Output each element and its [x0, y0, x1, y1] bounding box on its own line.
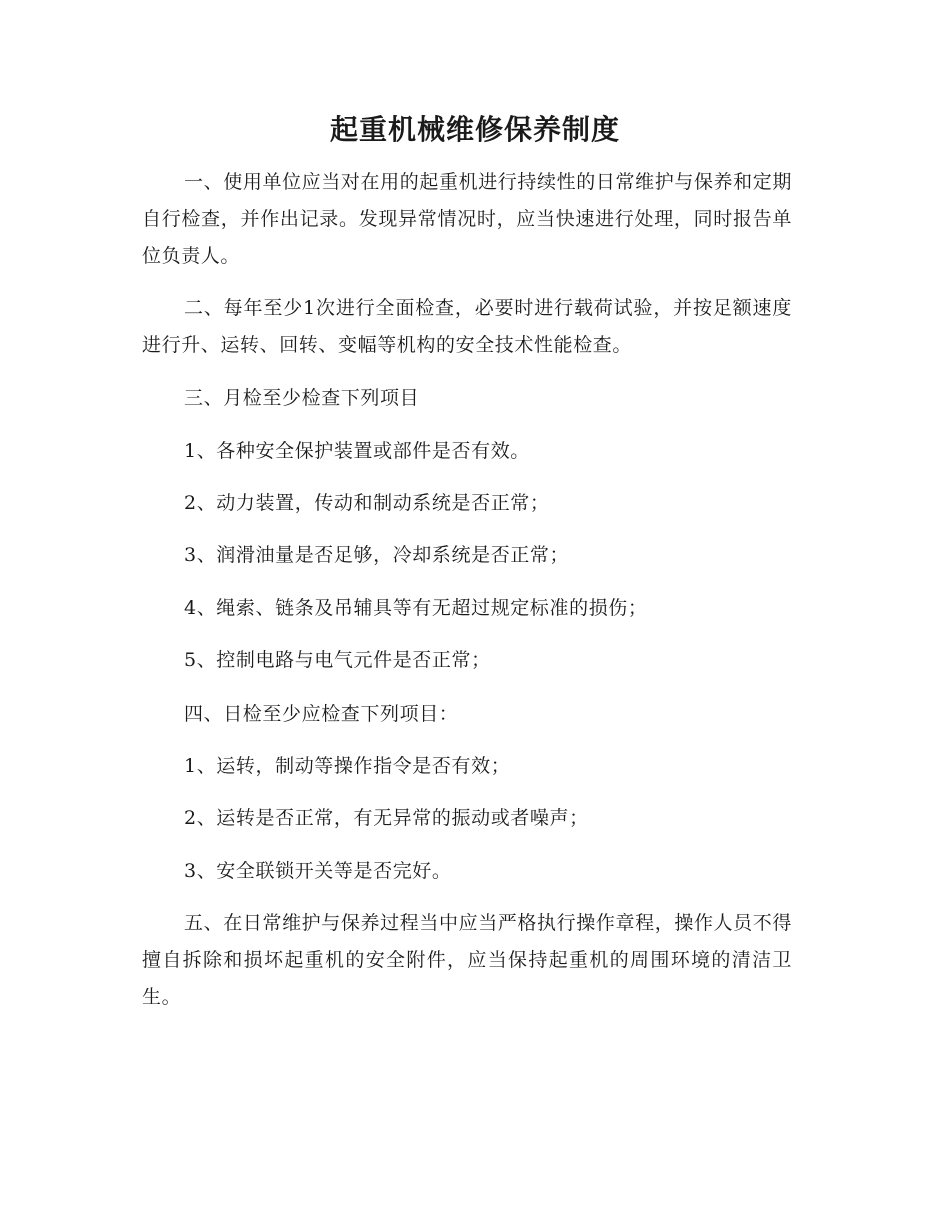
daily-check-item-2: 2、运转是否正常，有无异常的振动或者噪声； — [184, 807, 589, 829]
monthly-check-item-3: 3、润滑油量是否足够，冷却系统是否正常； — [184, 544, 570, 566]
document-title: 起重机械维修保养制度 — [329, 113, 620, 146]
paragraph-2: 二、每年至少1次进行全面检查，必要时进行载荷试验，并按足额速度进行升、运转、回转、变幅等机构的安全技术性能检查。 — [142, 297, 792, 356]
daily-check-item-3: 3、安全联锁开关等是否完好。 — [184, 860, 452, 882]
monthly-check-item-2: 2、动力装置，传动和制动系统是否正常； — [184, 492, 550, 514]
paragraph-1: 一、使用单位应当对在用的起重机进行持续性的日常维护与保养和定期自行检查，并作出记录。发现异常情况时，应当快速进行处理，同时报告单位负责人。 — [142, 171, 792, 267]
paragraph-5: 五、在日常维护与保养过程当中应当严格执行操作章程，操作人员不得擅自拆除和损坏起重机的安全附件，应当保持起重机的周围环境的清洁卫生。 — [142, 912, 792, 1008]
paragraph-4-heading: 四、日检至少应检查下列项目： — [184, 703, 459, 725]
daily-check-item-1: 1、运转，制动等操作指令是否有效； — [184, 755, 511, 777]
monthly-check-item-5: 5、控制电路与电气元件是否正常； — [184, 649, 491, 671]
paragraph-3-heading: 三、月检至少检查下列项目 — [184, 387, 420, 409]
monthly-check-item-1: 1、各种安全保护装置或部件是否有效。 — [184, 440, 530, 462]
monthly-check-item-4: 4、绳索、链条及吊辅具等有无超过规定标准的损伤； — [184, 597, 648, 619]
